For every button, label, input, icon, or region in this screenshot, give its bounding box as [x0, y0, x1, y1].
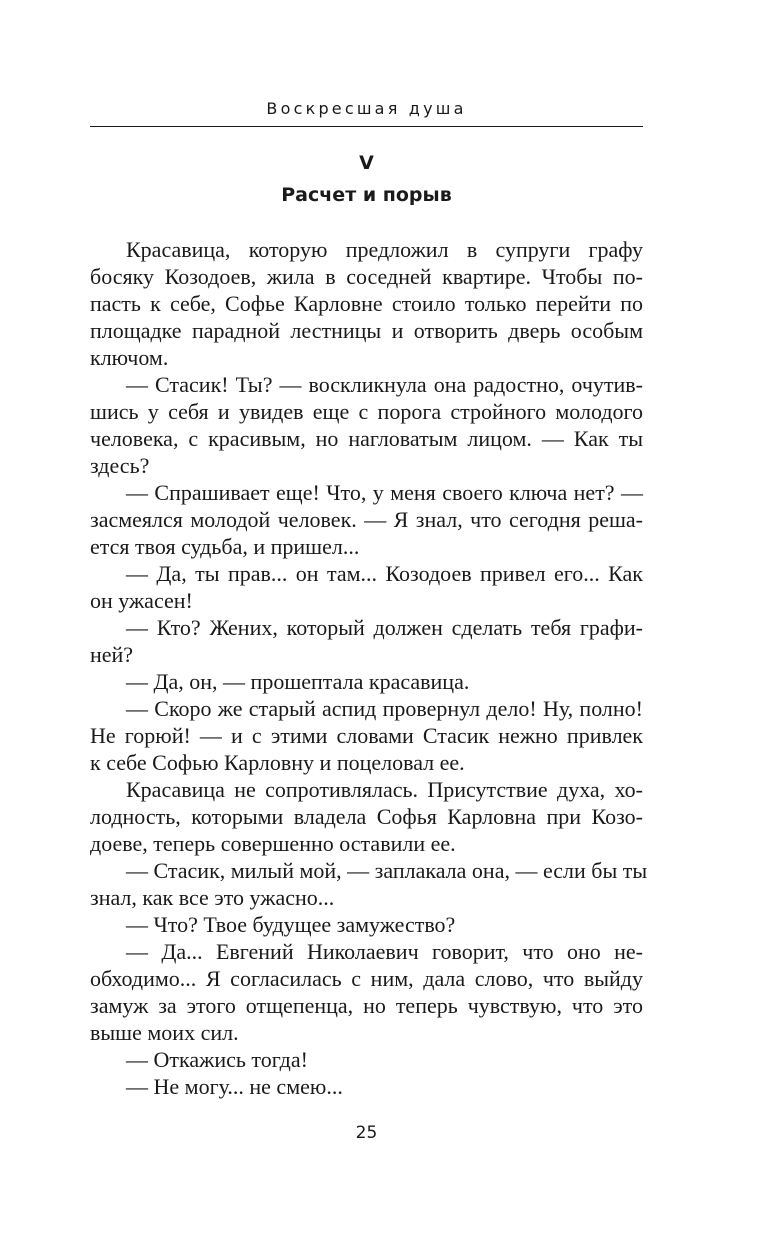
paragraph [90, 938, 643, 1046]
running-header: Воскресшая душа [266, 99, 467, 118]
text-line: к себе Софью Карловну и поцеловал ее. [90, 750, 465, 775]
page-number: 25 [355, 1123, 378, 1143]
text-line: — Что? Твое будущее замужество? [126, 912, 456, 937]
text-line: — Откажись тогда! [126, 1047, 308, 1072]
text-line: ключом. [90, 345, 169, 370]
chapter-title: Расчет и порыв [281, 184, 452, 206]
text-line: Не горюй! — и с этими словами Стасик нежно привлек [90, 723, 643, 748]
text-line: — Скоро же старый аспид провернул дело! Ну, полно! [126, 696, 643, 721]
text-line: — Да... Евгений Николаевич говорит, что оно не- [126, 939, 643, 964]
paragraph [90, 1046, 643, 1073]
text-line: — Кто? Жених, который должен сделать тебя графи- [126, 615, 643, 640]
text-line: замуж за этого отщепенца, но теперь чувствую, что это [90, 993, 643, 1018]
text-line: — Спрашивает еще! Что, у меня своего ключа нет? — [126, 480, 643, 505]
paragraph [90, 695, 643, 776]
paragraph [90, 911, 643, 938]
paragraph [90, 236, 643, 371]
text-line: знал, как все это ужасно... [90, 885, 335, 910]
chapter-number: V [359, 152, 374, 174]
text-line: доеве, теперь совершенно оставили ее. [90, 831, 456, 856]
text-line: площадке парадной лестницы и отворить дверь особым [90, 318, 643, 343]
text-line: — Не могу... не смею... [126, 1074, 343, 1099]
text-line: — Стасик! Ты? — воскликнула она радостно, очутив- [126, 372, 643, 397]
text-line: обходимо... Я согласилась с ним, дала слово, что выйду [90, 966, 643, 991]
text-line: он ужасен! [90, 588, 193, 613]
text-line: выше моих сил. [90, 1020, 239, 1045]
text-line: Красавица, которую предложил в супруги графу [126, 237, 643, 262]
text-line: здесь? [90, 453, 150, 478]
text-line: пасть к себе, Софье Карловне стоило только перейти по [90, 291, 643, 316]
text-line: лодность, которыми владела Софья Карловна при Козо- [90, 804, 643, 829]
paragraph [90, 371, 643, 479]
paragraph [90, 1073, 643, 1100]
text-line: босяку Козодоев, жила в соседней квартире. Чтобы по- [90, 264, 643, 289]
text-line: — Да, он, — прошептала красавица. [126, 669, 470, 694]
header-divider [90, 126, 643, 127]
text-line: — Стасик, милый мой, — заплакала она, — если бы ты [126, 858, 648, 883]
chapter-body [90, 236, 648, 1100]
text-line: ней? [90, 642, 134, 667]
paragraph [90, 776, 643, 857]
text-line: засмеялся молодой человек. — Я знал, что сегодня реша- [90, 507, 643, 532]
text-line: человека, с красивым, но нагловатым лицом. — Как ты [90, 426, 643, 451]
paragraph [90, 560, 643, 614]
text-line: шись у себя и увидев еще с порога стройного молодого [90, 399, 643, 424]
text-line: Красавица не сопротивлялась. Присутствие духа, хо- [126, 777, 643, 802]
text-line: — Да, ты прав... он там... Козодоев привел его... Как [126, 561, 643, 586]
paragraph [90, 479, 643, 560]
paragraph [90, 668, 643, 695]
text-line: ется твоя судьба, и пришел... [90, 534, 360, 559]
paragraph [90, 857, 648, 911]
paragraph [90, 614, 643, 668]
